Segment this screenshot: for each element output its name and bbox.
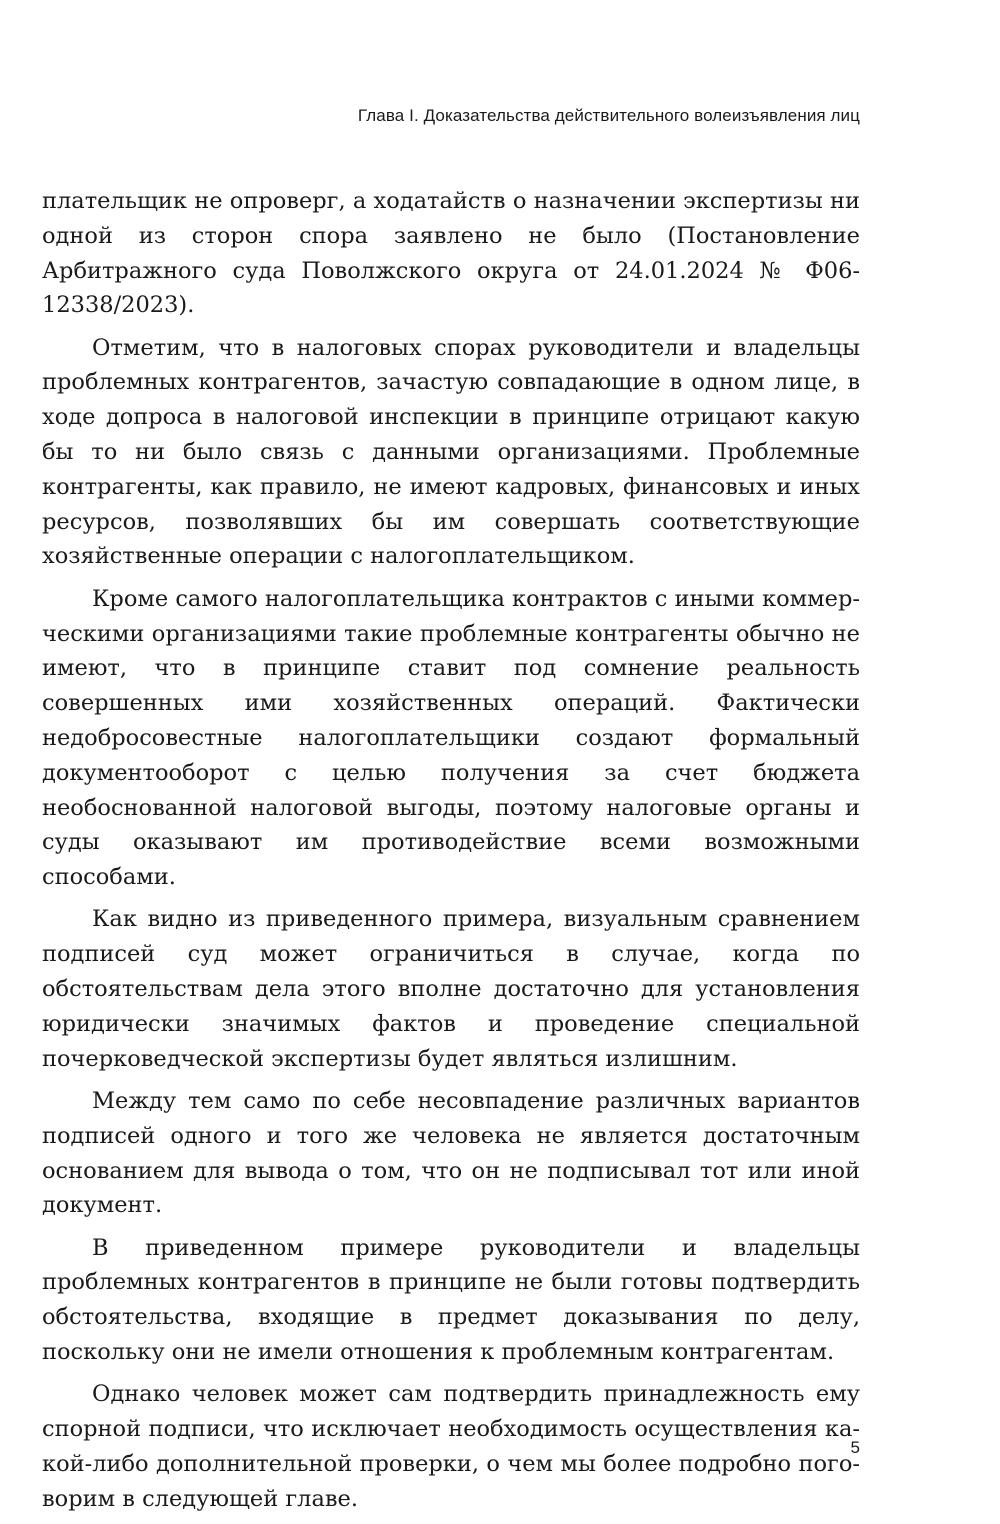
running-header: Глава I. Доказательства действительного волеизъявления лиц [357, 106, 860, 125]
paragraph: Отметим, что в налоговых спорах руководители и владельцы проблемных контрагентов, зачастую совпадающие в одном лице, в ходе допроса в налоговой инспекции в принципе отрицают какую бы то ни было связь с данными организациями. Проблемные контрагенты, как правило, не имеют кадровых, финансовых и иных ресурсов, позволявших бы им совершать соответствующие хозяйственные операции с налогоплательщиком. [42, 334, 860, 570]
paragraph: Кроме самого налогоплательщика контрактов с иными коммерческими организациями такие проблемные контрагенты обычно не имеют, что в принципе ставит под сомнение реальность совершенных ими хозяйственных операций. Фактически недобросовестные налогоплательщики создают формальный документооборот с целью получения за счет бюджета необоснованной налоговой выгоды, поэтому налоговые органы и суды оказывают им противодействие всеми возможными способами. [42, 585, 861, 891]
paragraph: Между тем само по себе несовпадение различных вариантов подписей одного и того же человека не является достаточным основанием для вывода о том, что он не подписывал тот или иной документ. [42, 1087, 860, 1219]
paragraph: Как видно из приведенного примера, визуальным сравнением подписей суд может ограничиться в случае, когда по обстоятельствам дела этого вполне достаточно для установления юридически значимых фактов и проведение специальной почерковедческой экспертизы будет являться излишним. [42, 906, 860, 1072]
paragraph-continuation: плательщик не опроверг, а ходатайств о назначении экспертизы ни одной из сторон спора заявлено не было (Постановление Арбитражного суда Поволжского округа от 24.01.2024 № Ф06-12338/2023). [42, 188, 860, 319]
paragraph: Однако человек может сам подтвердить принадлежность ему спорной подписи, что исключает необходимость осуществления какой-либо дополнительной проверки, о чем мы более подробно поговорим в следующей главе. [42, 1381, 860, 1512]
paragraph: В приведенном примере руководители и владельцы проблемных контрагентов в принципе не были готовы подтвердить обстоятельства, входящие в предмет доказывания по делу, поскольку они не имели отношения к проблемным контрагентам. [42, 1234, 860, 1365]
body-text [42, 184, 860, 1524]
page-number: 5 [850, 1438, 860, 1457]
